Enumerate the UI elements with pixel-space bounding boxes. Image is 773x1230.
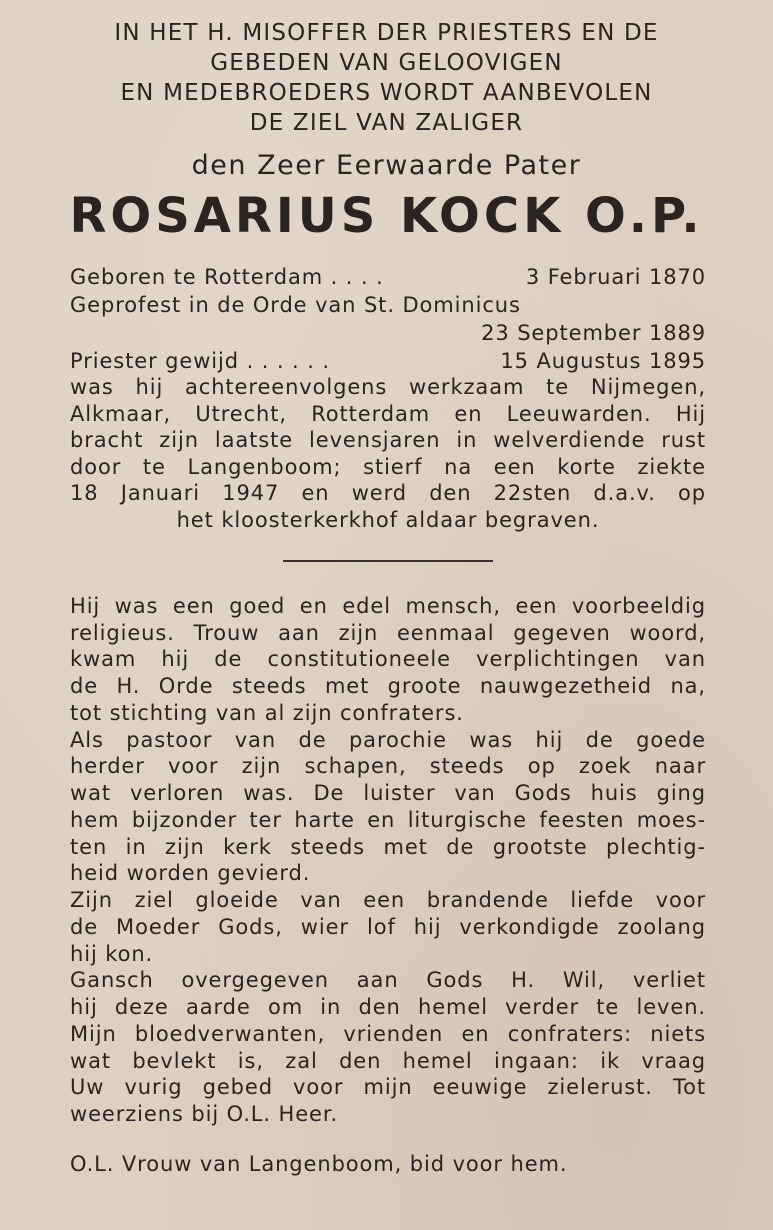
tribute-line: de H. Orde steeds met groote nauwgezetheid na, xyxy=(70,674,706,698)
heading-line-2: GEBEDEN VAN GELOOVIGEN xyxy=(210,50,563,76)
professed-date: 23 September 1889 xyxy=(481,321,706,345)
tribute-line: religieus. Trouw aan zijn eenmaal gegeven woord, xyxy=(70,621,706,645)
closing-prayer: O.L. Vrouw van Langenboom, bid voor hem. xyxy=(70,1152,568,1176)
professed-line: Geprofest in de Orde van St. Dominicus xyxy=(70,293,521,317)
tribute-line: hij deze aarde om in den hemel verder te leven. xyxy=(70,995,706,1019)
tribute-line: Gansch overgegeven aan Gods H. Wil, verliet xyxy=(70,968,706,992)
tribute-line: de Moeder Gods, wier lof hij verkondigde zoolang xyxy=(70,915,706,939)
heading-line-1: IN HET H. MISOFFER DER PRIESTERS EN DE xyxy=(114,20,659,46)
bio-line: was hij achtereenvolgens werkzaam te Nijmegen, xyxy=(70,375,706,399)
tribute-line: tot stichting van al zijn confraters. xyxy=(70,701,464,725)
born-label: Geboren te Rotterdam . . . . xyxy=(70,265,384,289)
tribute-line: Zijn ziel gloeide van een brandende liefde voor xyxy=(70,888,706,912)
tribute-line: weerziens bij O.L. Heer. xyxy=(70,1102,339,1126)
tribute-line: heid worden gevierd. xyxy=(70,861,311,885)
tribute-line: wat verloren was. De luister van Gods huis ging xyxy=(70,781,706,805)
bio-line: bracht zijn laatste levensjaren in welverdiende rust xyxy=(70,428,706,452)
born-date: 3 Februari 1870 xyxy=(525,265,706,289)
divider xyxy=(283,560,493,562)
tribute-line: kwam hij de constitutioneele verplichtingen van xyxy=(70,647,706,671)
heading-line-3: EN MEDEBROEDERS WORDT AANBEVOLEN xyxy=(120,80,653,106)
ordained-row xyxy=(70,347,706,376)
tribute-line: herder voor zijn schapen, steeds op zoek naar xyxy=(70,754,706,778)
deceased-name: ROSARIUS KOCK O.P. xyxy=(69,188,704,244)
bio-line: 18 Januari 1947 en werd den 22sten d.a.v. op xyxy=(70,481,706,505)
ordained-date: 15 Augustus 1895 xyxy=(500,349,706,373)
born-row xyxy=(70,263,706,292)
tribute-line: Uw vurig gebed voor mijn eeuwige zielerust. Tot xyxy=(70,1075,706,1099)
ordained-label: Priester gewijd . . . . . . xyxy=(70,349,330,373)
tribute-line: Hij was een goed en edel mensch, een voorbeeldig xyxy=(70,594,706,618)
heading-line-4: DE ZIEL VAN ZALIGER xyxy=(249,110,524,136)
bio-line: Alkmaar, Utrecht, Rotterdam en Leeuwarden. Hij xyxy=(70,402,706,426)
tribute-line: Als pastoor van de parochie was hij de goede xyxy=(70,728,706,752)
tribute-line: Mijn bloedverwanten, vrienden en confraters: niets xyxy=(70,1022,706,1046)
tribute-line: wat bevlekt is, zal den hemel ingaan: ik vraag xyxy=(70,1049,706,1073)
bio-line: door te Langenboom; stierf na een korte ziekte xyxy=(70,455,706,479)
bio-last-line: het kloosterkerkhof aldaar begraven. xyxy=(176,508,600,532)
title-line: den Zeer Eerwaarde Pater xyxy=(191,150,582,181)
tribute-line: ten in zijn kerk steeds met de grootste plechtig- xyxy=(70,835,706,859)
tribute-line: hem bijzonder ter harte en liturgische feesten moes- xyxy=(70,808,706,832)
tribute-line: hij kon. xyxy=(70,942,154,966)
